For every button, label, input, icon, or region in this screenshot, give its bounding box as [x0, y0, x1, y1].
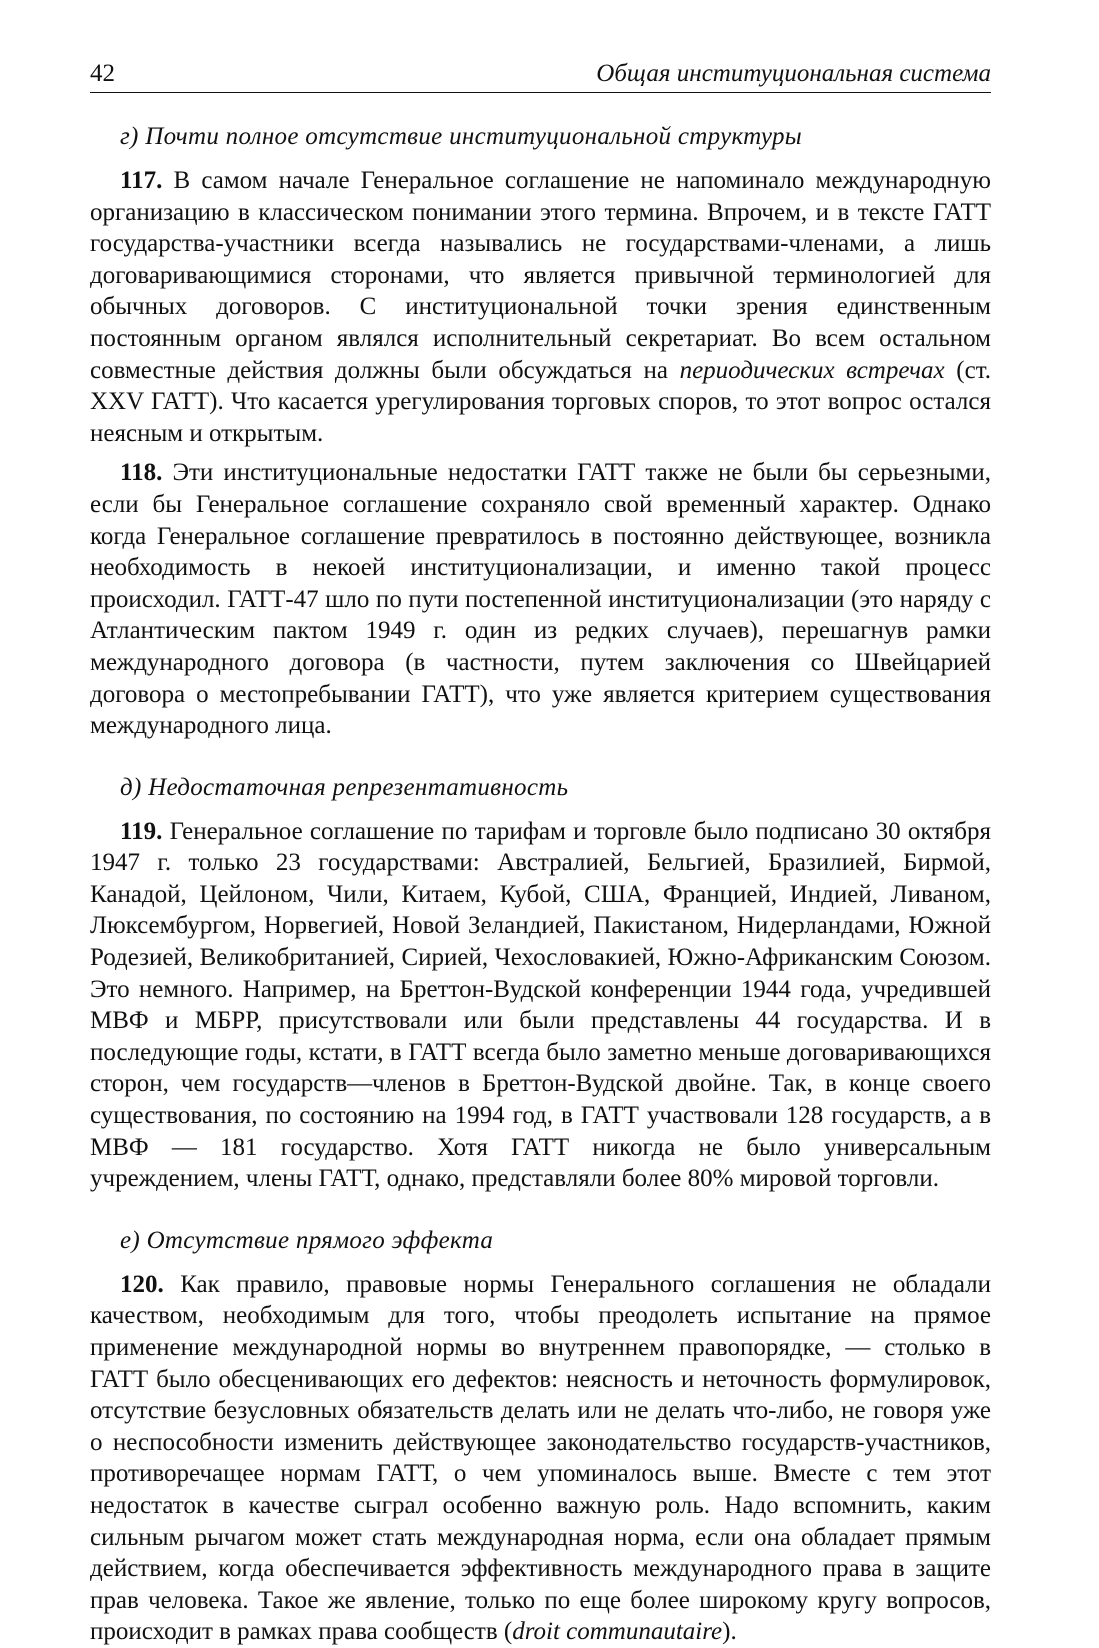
paragraph-number: 117.: [120, 167, 163, 194]
paragraph-text: Как правило, правовые нормы Генерального соглашения не обладали качеством, необходимым для того, чтобы преодолеть испытание на прямое применение международной нормы во внутреннем правопорядке, — столько в ГАТТ было обесценивающих его дефектов: неясность и неточность формулировок, отсутствие безусловных обязательств делать или не делать что-либо, не говоря уже о неспособности изменить действующее законодательство государств-участников, противоречащее нормам ГАТТ, о чем упоминалось выше. Вместе с тем этот недостаток в качестве сыграл особенно важную роль. Надо вспомнить, каким сильным рычагом может стать международная норма, если она обладает прямым действием, когда обеспечивается эффективность международного права в защите прав человека. Такое же явление, только по еще более широкому кругу вопросов, происходит в рамках права сообществ (: [90, 1270, 991, 1646]
section-heading-e: е) Отсутствие прямого эффекта: [120, 1226, 494, 1254]
paragraph-text: Генеральное соглашение по тарифам и торговле было подписано 30 октября 1947 г. только 23 государствами: Австралией, Бельгией, Бразилией, Бирмой, Канадой, Цейлоном, Чили, Китаем, Кубой, США, Францией, Индией, Ливаном, Люксембургом, Норвегией, Новой Зеландией, Пакистаном, Нидерландами, Южной Родезией, Великобританией, Сирией, Чехословакией, Южно-Африканским Союзом. Это немного. Например, на Бреттон-Вудской конференции 1944 года, учредившей МВФ и МБРР, присутствовали или были представлены 44 государства. И в последующие годы, кстати, в ГАТТ всегда было заметно меньше договаривающихся сторон, чем государств—членов в Бреттон-Вудской двойне. Так, в конце своего существования, по состоянию на 1994 год, в ГАТТ участвовали 128 государств, а в МВФ — 181 государство. Хотя ГАТТ никогда не было универсальным учреждением, члены ГАТТ, однако, представляли более 80% мировой торговли.: [90, 817, 991, 1193]
paragraph-italic-text: droit communautaire: [512, 1618, 723, 1646]
paragraph-italic-text: периодических встречах: [679, 356, 945, 384]
running-header: [90, 60, 991, 93]
paragraph-text: Эти институциональные недостатки ГАТТ также не были бы серьезными, если бы Генеральное соглашение сохраняло свой временный характер. Однако когда Генеральное соглашение превратилось в постоянно действующее, возникла необходимость в некоей институционализации, и именно такой процесс происходил. ГАТТ-47 шло по пути постепенной институционализации (это наряду с Атлантическим пактом 1949 г. один из редких случаев), перешагнув рамки международного договора (в частности, путем заключения со Швейцарией договора о местопребывании ГАТТ), что уже является критерием существования международного лица.: [90, 459, 991, 740]
paragraph-number: 119.: [120, 817, 163, 845]
paragraph-number: 120.: [120, 1270, 164, 1298]
section-heading-g: г) Почти полное отсутствие институциональной структуры: [120, 123, 802, 150]
paragraph-number: 118.: [120, 459, 163, 487]
paragraph-118: [90, 457, 991, 741]
running-title: Общая институциональная система: [596, 60, 991, 87]
paragraph-text: (ст. XXV ГАТТ). Что касается урегулирования торговых споров, то этот вопрос остался неясным и открытым.: [90, 356, 991, 447]
paragraph-117: [90, 165, 991, 449]
paragraph-text: ).: [722, 1618, 737, 1646]
paragraph-119: [90, 816, 991, 1195]
paragraph-text: В самом начале Генеральное соглашение не напоминало международную организацию в классическом понимании этого термина. Впрочем, и в тексте ГАТТ государства-участники всегда назывались не государствами-членами, а лишь договаривающимися сторонами, что является привычной терминологией для обычных договоров. С институциональной точки зрения единственным постоянным органом являлся исполнительный секретариат. Во всем остальном совместные действия должны были обсуждаться на: [90, 167, 991, 384]
section-heading-d: д) Недостаточная репрезентативность: [120, 773, 569, 801]
page-number: 42: [90, 60, 115, 87]
paragraph-120: [90, 1269, 991, 1648]
